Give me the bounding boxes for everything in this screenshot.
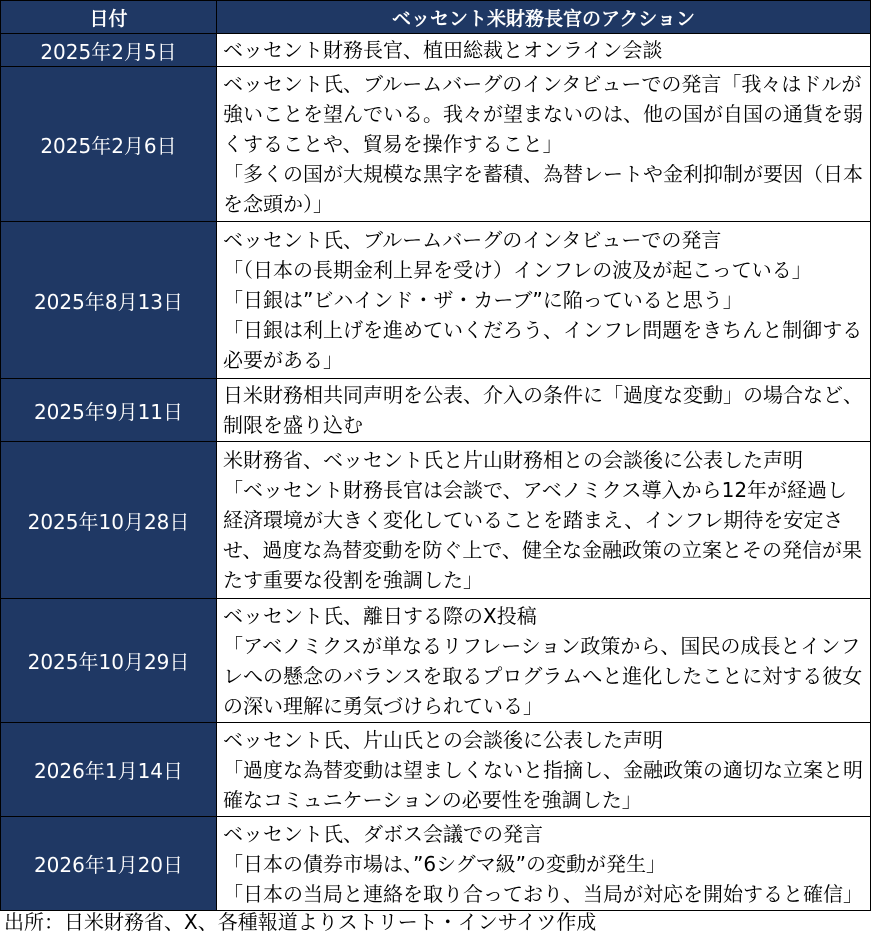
action-cell (217, 817, 871, 911)
action-line: ベッセント氏、ブルームバーグのインタビューでの発言「我々はドルが強いことを望んでいる。我々が望まないのは、他の国が自国の通貨を弱くすることや、貿易を操作すること」 (223, 72, 863, 156)
source-note: 出所：日米財務省、X、各種報道よりストリート・インサイツ作成 (4, 910, 597, 934)
action-line: 「（日本の長期金利上昇を受け）インフレの波及が起こっている」 (223, 258, 812, 282)
action-cell (217, 67, 871, 222)
table-row (1, 442, 871, 599)
header-row (1, 1, 871, 34)
date-cell: 2025年2月6日 (1, 67, 217, 222)
action-line: 「日銀は利上げを進めていくだろう、インフレ問題をきちんと制御する必要がある」 (223, 318, 863, 372)
table-row (1, 599, 871, 723)
action-line: 「過度な為替変動は望ましくないと指摘し、金融政策の適切な立案と明確なコミュニケーションの必要性を強調した」 (223, 757, 863, 812)
date-cell: 2026年1月14日 (1, 723, 217, 817)
date-cell: 2025年8月13日 (1, 222, 217, 379)
action-line: ベッセント氏、ダボス会議での発言 (223, 821, 543, 846)
action-line: 日米財務相共同声明を公表、介入の条件に「過度な変動」の場合など、制限を盛り込む (223, 383, 863, 437)
action-line: 米財務省、ベッセント氏と片山財務相との会談後に公表した声明 (223, 448, 803, 472)
date-cell: 2025年9月11日 (1, 379, 217, 442)
action-line: ベッセント氏、片山氏との会談後に公表した声明 (223, 727, 663, 752)
action-line: 「日本の債券市場は、”6シグマ級”の変動が発生」 (223, 851, 667, 876)
action-line: 「日本の当局と連絡を取り合っており、当局が対応を開始すると確信」 (223, 881, 863, 906)
action-line: ベッセント財務長官、植田総裁とオンライン会談 (223, 38, 663, 62)
action-cell (217, 222, 871, 379)
table-row (1, 723, 871, 817)
action-cell (217, 723, 871, 817)
action-cell (217, 34, 871, 67)
date-cell: 2026年1月20日 (1, 817, 217, 911)
action-column-header: ベッセント米財務長官のアクション (217, 1, 871, 34)
table-row (1, 34, 871, 67)
table-row (1, 222, 871, 379)
table-row (1, 379, 871, 442)
action-cell (217, 379, 871, 442)
table-row (1, 817, 871, 911)
date-column-header: 日付 (1, 1, 217, 34)
action-line: 「多くの国が大規模な黒字を蓄積、為替レートや金利抑制が要因（日本を念頭か）」 (223, 162, 863, 216)
action-line: 「アベノミクスが単なるリフレーション政策から、国民の成長とインフレへの懸念のバランスを取るプログラムへと進化したことに対する彼女の深い理解に勇気づけられている」 (223, 633, 863, 718)
action-line: ベッセント氏、離日する際のX投稿 (223, 603, 537, 628)
table-row (1, 67, 871, 222)
action-line: 「日銀は”ビハインド・ザ・カーブ”に陥っていると思う」 (223, 288, 743, 312)
date-cell: 2025年10月28日 (1, 442, 217, 599)
date-cell: 2025年2月5日 (1, 34, 217, 67)
action-line: ベッセント氏、ブルームバーグのインタビューでの発言 (223, 228, 722, 252)
date-cell: 2025年10月29日 (1, 599, 217, 723)
action-line: 「ベッセント財務長官は会談で、アベノミクス導入から12年が経過し経済環境が大きく変化していることを踏まえ、インフレ期待を安定させ、過度な為替変動を防ぐ上で、健全な金融政策の立案とその発信が果たす重要な役割を強調した」 (223, 478, 862, 592)
action-cell (217, 599, 871, 723)
action-cell (217, 442, 871, 599)
